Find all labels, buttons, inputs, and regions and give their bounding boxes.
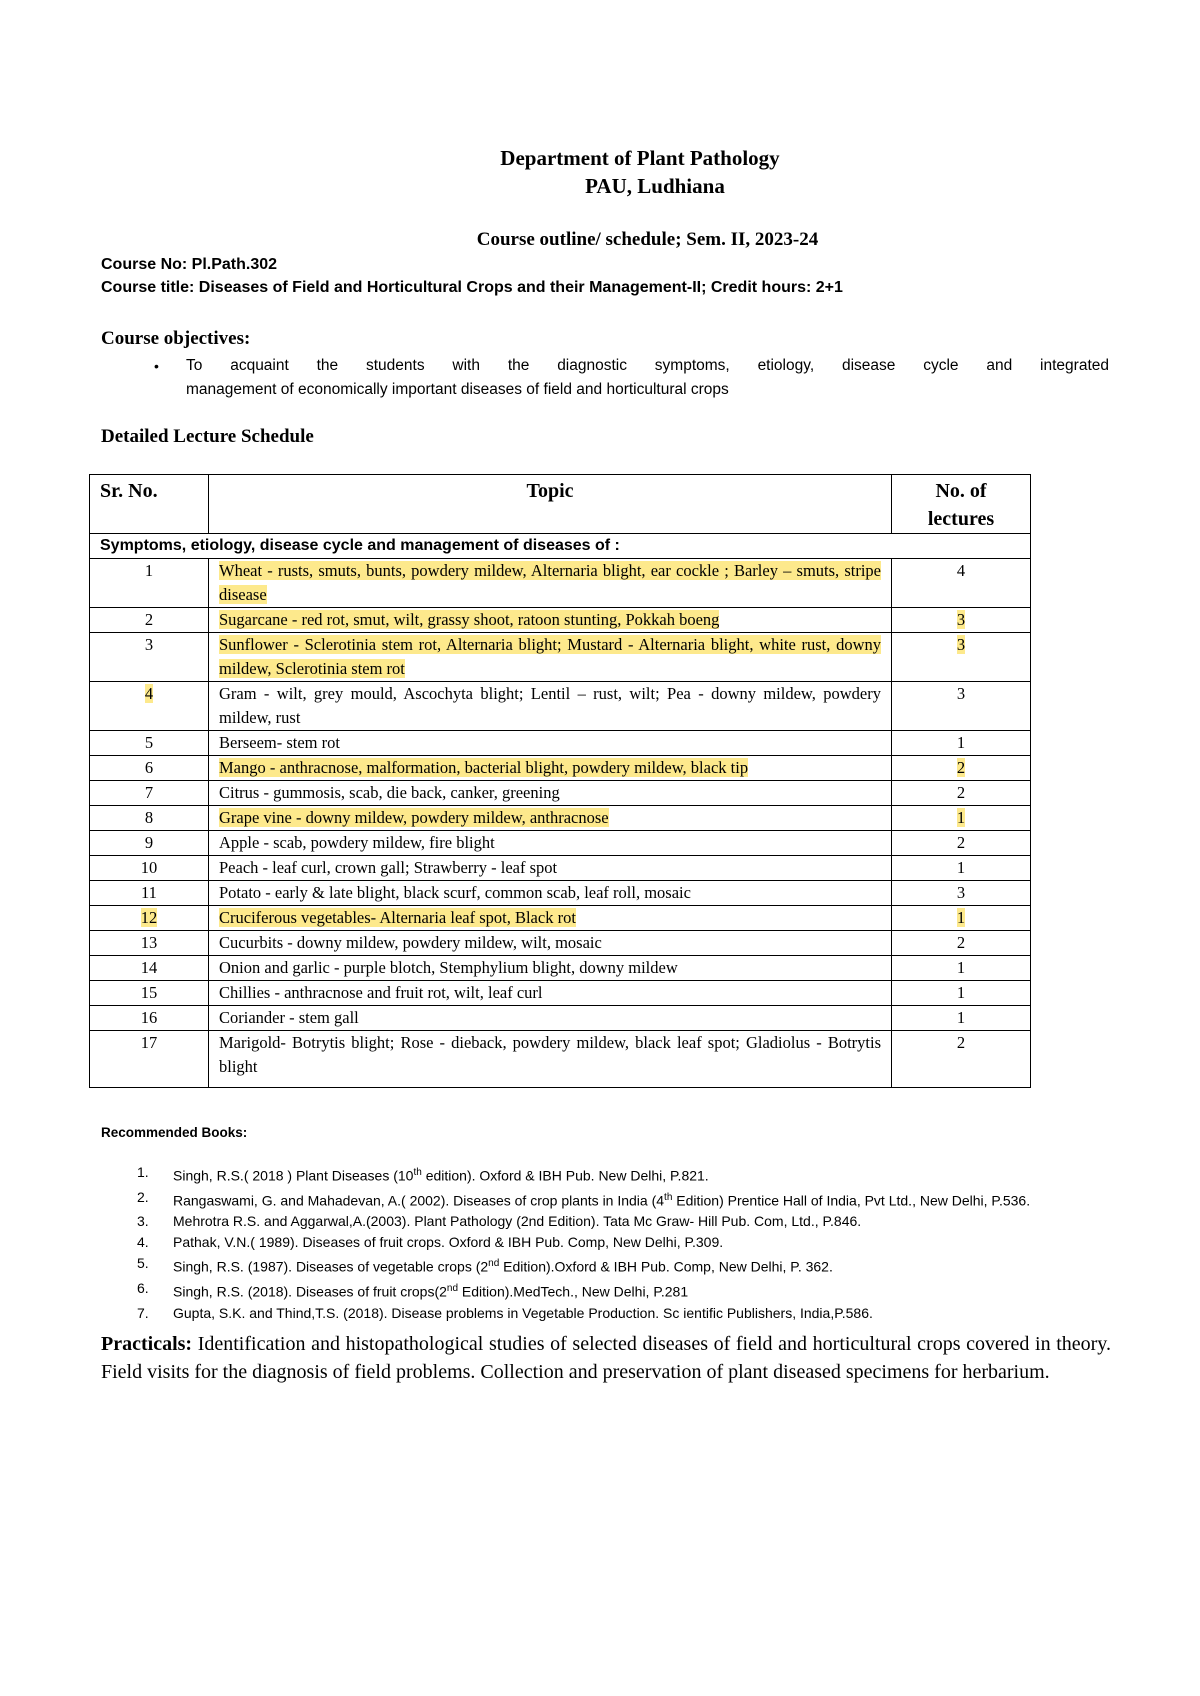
list-item [137,1162,1111,1187]
sr-no-cell [90,756,209,781]
sr-no-cell [90,559,209,608]
list-number: 7. [137,1304,149,1321]
lectures-cell [892,956,1031,981]
table-row [90,559,1031,608]
sr-no-cell-text: 1 [144,561,154,580]
lectures-cell [892,559,1031,608]
list-number: 6. [137,1279,149,1296]
sr-no-cell-text: 13 [140,933,158,952]
sr-no-cell-text: 5 [144,733,154,752]
sr-no-cell-text: 8 [144,808,154,827]
lectures-cell-text: 2 [956,783,966,802]
topic-cell-text: Sugarcane - red rot, smut, wilt, grassy shoot, ratoon stunting, Pokkah boeng [219,610,720,629]
book-citation-rest: Edition) Prentice Hall of India, Pvt Ltd., New Delhi, P.536. [672,1192,1031,1209]
table-header-row [90,475,1031,534]
table-row [90,931,1031,956]
book-edition-sup: th [664,1191,673,1203]
sr-no-cell-text: 17 [140,1033,158,1052]
list-number: 5. [137,1255,149,1272]
table-row [90,956,1031,981]
sr-no-cell [90,956,209,981]
lectures-cell-text: 1 [956,983,966,1002]
lectures-cell-text: 4 [956,561,966,580]
lectures-cell-text: 1 [956,733,966,752]
list-item [137,1303,1111,1324]
topic-cell [209,981,892,1006]
practicals-text: Identification and histopathological studies of selected diseases of field and horticultural crops covered in theory. Field visits for the diagnosis of field problems. Collection and preservation of plant diseased specimens for herbarium. [101,1333,1111,1383]
table-row [90,1031,1031,1088]
topic-cell [209,881,892,906]
book-citation: Singh, R.S.( 2018 ) Plant Diseases (10 [173,1167,414,1184]
list-number: 4. [137,1234,149,1251]
topic-cell-text: Sunflower - Sclerotinia stem rot, Alternaria blight; Mustard - Alternaria blight, white rust, downy mildew, Sclerotinia stem rot [219,635,881,678]
sr-no-cell-text: 3 [144,635,154,654]
sr-no-cell [90,682,209,731]
topic-cell-text: Berseem- stem rot [219,733,340,752]
sr-no-cell-text: 12 [140,908,158,927]
topic-cell-text: Wheat - rusts, smuts, bunts, powdery mildew, Alternaria blight, ear cockle ; Barley – smuts, stripe disease [219,561,881,604]
sr-no-cell [90,856,209,881]
lectures-cell-text: 2 [956,833,966,852]
table-row [90,633,1031,682]
topic-cell [209,781,892,806]
sr-no-cell [90,731,209,756]
col-header-lectures-line1: No. of [935,480,987,502]
lectures-cell [892,633,1031,682]
sr-no-cell-text: 11 [141,883,157,902]
col-header-lectures [892,475,1031,534]
table-row [90,608,1031,633]
table-row [90,731,1031,756]
course-outline-title: Course outline/ schedule; Sem. II, 2023-24 [476,229,819,250]
topic-cell-text: Cruciferous vegetables- Alternaria leaf spot, Black rot [219,908,576,927]
topic-cell-text: Onion and garlic - purple blotch, Stemphylium blight, downy mildew [219,958,678,977]
section-row [90,534,1031,559]
book-edition-sup: nd [446,1282,459,1294]
table-body [90,534,1031,1088]
books-list [137,1162,1111,1324]
topic-cell [209,1006,892,1031]
objective-line: management of economically important diseases of field and horticultural crops [186,381,729,398]
topic-cell-text: Gram - wilt, grey mould, Ascochyta blight; Lentil – rust, wilt; Pea - downy mildew, powdery mildew, rust [219,684,881,727]
list-item [137,1278,1111,1303]
lectures-cell [892,731,1031,756]
sr-no-cell-text: 2 [144,610,154,629]
lectures-cell-text: 3 [956,684,966,703]
list-number: 3. [137,1213,149,1230]
topic-cell [209,1031,892,1088]
topic-cell [209,931,892,956]
book-citation: Gupta, S.K. and Thind,T.S. (2018). Disease problems in Vegetable Production. Sc ientific Publishers, India,P.586. [173,1304,873,1321]
topic-cell [209,756,892,781]
topic-cell-text: Potato - early & late blight, black scurf, common scab, leaf roll, mosaic [219,883,691,902]
course-number: Course No: Pl.Path.302 [101,256,278,273]
col-header-lectures-line2: lectures [927,508,995,530]
sr-no-cell [90,831,209,856]
book-citation: Singh, R.S. (1987). Diseases of vegetable crops (2 [173,1258,489,1275]
section-label: Symptoms, etiology, disease cycle and management of diseases of : [90,534,1031,559]
topic-cell [209,682,892,731]
table-row [90,831,1031,856]
lectures-cell [892,1006,1031,1031]
topic-cell-text: Grape vine - downy mildew, powdery mildew, anthracnose [219,808,609,827]
sr-no-cell-text: 16 [140,1008,158,1027]
topic-cell-text: Coriander - stem gall [219,1008,359,1027]
lectures-cell-text: 3 [956,635,966,654]
topic-cell [209,559,892,608]
sr-no-cell [90,1031,209,1088]
lectures-cell-text: 2 [956,933,966,952]
lectures-cell [892,682,1031,731]
topic-cell [209,633,892,682]
book-edition-sup: nd [488,1258,500,1270]
lectures-cell [892,608,1031,633]
list-item [137,1253,1111,1278]
table-row [90,682,1031,731]
course-title: Course title: Diseases of Field and Horticultural Crops and their Management-II; Credit hours: 2+1 [101,279,843,296]
book-citation: Pathak, V.N.( 1989). Diseases of fruit crops. Oxford & IBH Pub. Comp, New Delhi, P.309. [173,1234,724,1251]
table-row [90,856,1031,881]
topic-cell-text: Peach - leaf curl, crown gall; Strawberry - leaf spot [219,858,558,877]
university-title: PAU, Ludhiana [585,174,725,198]
book-citation: Rangaswami, G. and Mahadevan, A.( 2002). Diseases of crop plants in India (4 [173,1192,665,1209]
sr-no-cell [90,608,209,633]
sr-no-cell-text: 14 [140,958,158,977]
book-citation: Singh, R.S. (2018). Diseases of fruit crops(2 [173,1283,447,1300]
lectures-cell [892,831,1031,856]
sr-no-cell [90,931,209,956]
topic-cell-text: Mango - anthracnose, malformation, bacterial blight, powdery mildew, black tip [219,758,749,777]
book-citation-rest: Edition).Oxford & IBH Pub. Comp, New Delhi, P. 362. [499,1258,833,1275]
list-item [137,1211,1111,1232]
department-title: Department of Plant Pathology [500,146,780,170]
lectures-cell [892,781,1031,806]
table-row [90,906,1031,931]
sr-no-cell [90,781,209,806]
lectures-cell-text: 1 [956,958,966,977]
lectures-cell-text: 1 [956,858,966,877]
table-row [90,981,1031,1006]
lectures-cell [892,931,1031,956]
topic-cell-text: Cucurbits - downy mildew, powdery mildew, wilt, mosaic [219,933,602,952]
topic-cell [209,731,892,756]
table-row [90,806,1031,831]
lectures-cell-text: 2 [956,758,966,777]
sr-no-cell-text: 15 [140,983,158,1002]
sr-no-cell [90,906,209,931]
topic-cell [209,608,892,633]
objectives-heading: Course objectives: [101,328,251,349]
lectures-cell-text: 1 [956,908,966,927]
book-citation: Mehrotra R.S. and Aggarwal,A.(2003). Plant Pathology (2nd Edition). Tata Mc Graw- Hill Pub. Com, Ltd., P.846. [173,1213,862,1230]
topic-cell-text: Citrus - gummosis, scab, die back, canker, greening [219,783,560,802]
schedule-heading: Detailed Lecture Schedule [101,426,314,447]
lectures-cell-text: 3 [956,610,966,629]
topic-cell [209,906,892,931]
list-item [137,1232,1111,1253]
topic-cell [209,806,892,831]
table-row [90,881,1031,906]
lectures-cell [892,756,1031,781]
sr-no-cell [90,806,209,831]
lectures-cell [892,1031,1031,1088]
sr-no-cell-text: 4 [144,684,154,703]
lectures-cell-text: 1 [956,808,966,827]
lectures-cell [892,806,1031,831]
lectures-cell-text: 2 [956,1033,966,1052]
sr-no-cell-text: 6 [144,758,154,777]
book-citation-rest: Edition).MedTech., New Delhi, P.281 [458,1283,689,1300]
col-header-sr-no: Sr. No. [90,475,209,534]
lectures-cell-text: 3 [956,883,966,902]
sr-no-cell-text: 10 [140,858,158,877]
list-number: 2. [137,1188,149,1205]
list-item [137,1187,1111,1212]
topic-cell-text: Marigold- Botrytis blight; Rose - dieback, powdery mildew, black leaf spot; Gladiolus - Botrytis blight [219,1033,881,1076]
sr-no-cell [90,1006,209,1031]
objectives-list [154,354,1109,402]
lectures-cell [892,881,1031,906]
sr-no-cell-text: 9 [144,833,154,852]
table-row [90,1006,1031,1031]
topic-cell [209,831,892,856]
sr-no-cell [90,981,209,1006]
lecture-schedule-table [89,474,1031,1088]
table-row [90,756,1031,781]
book-citation-rest: edition). Oxford & IBH Pub. New Delhi, P.821. [421,1167,709,1184]
book-edition-sup: th [413,1167,422,1178]
topic-cell-text: Chillies - anthracnose and fruit rot, wilt, leaf curl [219,983,543,1002]
list-number: 1. [137,1164,149,1180]
sr-no-cell-text: 7 [144,783,154,802]
lectures-cell [892,981,1031,1006]
bullet-icon: • [154,358,159,374]
topic-cell [209,856,892,881]
topic-cell [209,956,892,981]
sr-no-cell [90,881,209,906]
books-heading: Recommended Books: [101,1125,248,1140]
practicals-label: Practicals: [101,1333,193,1355]
objective-line: To acquaint the students with the diagnostic symptoms, etiology, disease cycle and integrated [186,357,1109,374]
lectures-cell-text: 1 [956,1008,966,1027]
practicals-paragraph [101,1330,1111,1386]
col-header-topic: Topic [209,475,892,534]
lectures-cell [892,906,1031,931]
sr-no-cell [90,633,209,682]
table-row [90,781,1031,806]
topic-cell-text: Apple - scab, powdery mildew, fire blight [219,833,495,852]
lectures-cell [892,856,1031,881]
